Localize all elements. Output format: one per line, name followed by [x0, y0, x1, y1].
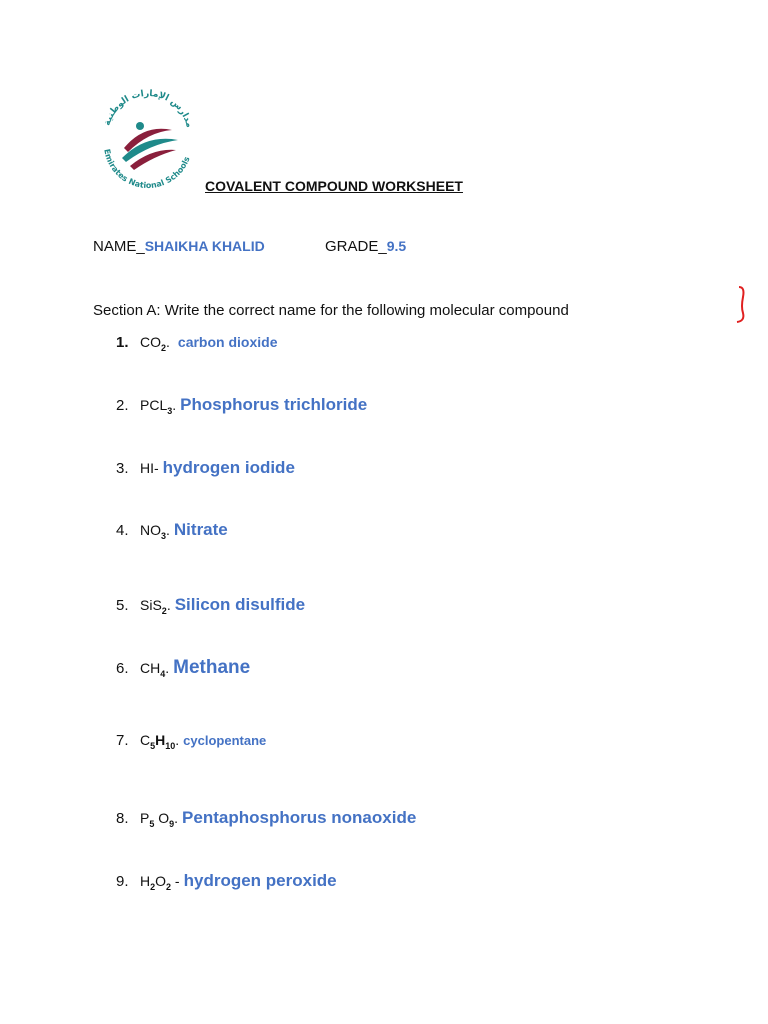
question-number: 4.	[116, 522, 129, 539]
question-3	[116, 458, 295, 478]
question-2	[116, 395, 367, 416]
school-logo-graphic	[94, 86, 202, 192]
answer: cyclopentane	[183, 733, 267, 748]
question-number: 2.	[116, 397, 129, 414]
answer: Nitrate	[173, 520, 228, 539]
question-8	[116, 808, 416, 829]
answer: Methane	[173, 657, 251, 678]
question-number: 7.	[116, 732, 129, 749]
answer: Silicon disulfide	[174, 595, 306, 614]
answer: Phosphorus trichloride	[180, 395, 368, 414]
logo-arabic-text: مدارس الإمارات الوطنية	[102, 88, 195, 129]
svg-text:مدارس الإمارات الوطنية	[103, 89, 195, 129]
question-1	[116, 334, 277, 353]
answer: hydrogen peroxide	[183, 871, 337, 890]
answer: hydrogen iodide	[162, 458, 295, 477]
worksheet-title: COVALENT COMPOUND WORKSHEET	[205, 178, 463, 194]
question-number: 9.	[116, 873, 129, 890]
formula: $H_2O_2$ -	[140, 873, 180, 892]
school-logo	[94, 86, 202, 192]
question-number: 3.	[116, 460, 129, 477]
question-5	[116, 595, 305, 616]
formula: $CO_2$.	[140, 334, 170, 353]
question-7	[116, 732, 266, 751]
logo-english-text: Emirates National Schools	[102, 148, 192, 191]
section-a-heading: Section A: Write the correct name for the following molecular compound	[93, 302, 569, 319]
grade-line	[325, 238, 406, 255]
question-number: 1.	[116, 334, 129, 351]
name-line	[93, 238, 265, 255]
grade-label: GRADE_	[325, 238, 387, 255]
formula: $P_5$ $O_9$.	[140, 810, 179, 829]
svg-text:Emirates National Schools	[102, 148, 191, 190]
grade-value: 9.5	[386, 238, 407, 254]
formula: $NO_3$.	[140, 522, 170, 541]
formula: $CH_4$.	[140, 660, 170, 679]
question-4	[116, 520, 228, 541]
formula: HI-	[140, 460, 159, 476]
question-number: 5.	[116, 597, 129, 614]
formula: $PCL_3$.	[140, 397, 177, 416]
formula: SiS$_2$.	[140, 597, 171, 616]
name-label: NAME_	[93, 238, 145, 255]
answer: Pentaphosphorus nonaoxide	[182, 808, 417, 827]
question-6	[116, 657, 250, 679]
answer: carbon dioxide	[177, 334, 278, 350]
question-9	[116, 871, 337, 892]
question-number: 8.	[116, 810, 129, 827]
question-number: 6.	[116, 660, 129, 677]
name-value: SHAIKHA KHALID	[144, 238, 265, 254]
formula: $C_5H_{10}$.	[140, 732, 180, 751]
red-correction-mark	[733, 283, 749, 325]
